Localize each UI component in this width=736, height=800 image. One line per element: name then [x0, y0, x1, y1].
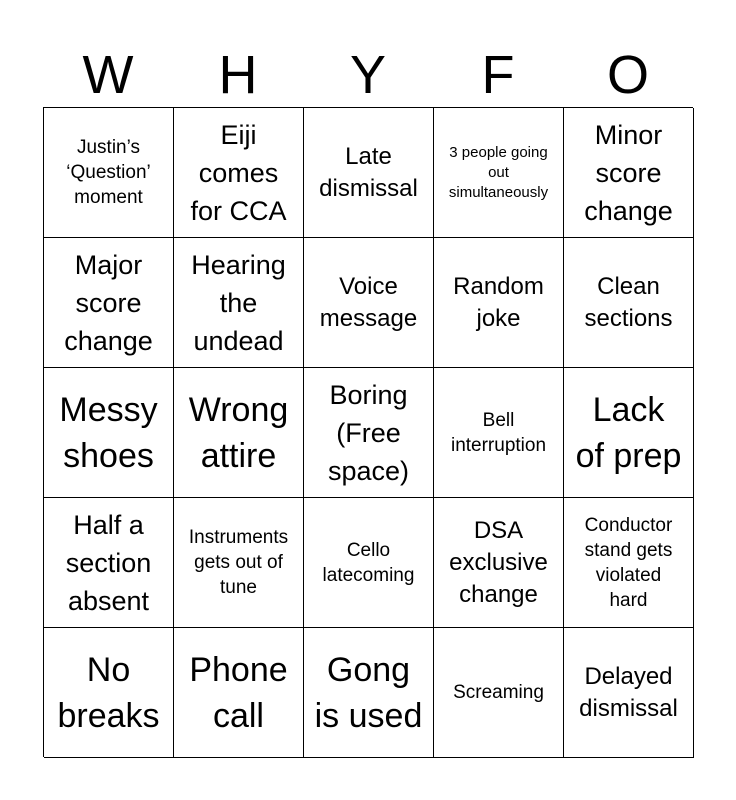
bingo-cell[interactable]: [434, 108, 564, 238]
bingo-cell[interactable]: [304, 368, 434, 498]
cell-label: Lack of prep: [575, 390, 682, 475]
cell-label: Instruments gets out of tune: [188, 527, 289, 598]
bingo-cell[interactable]: [434, 368, 564, 498]
cell-label: Hearing the undead: [191, 249, 286, 356]
cell-label: Major score change: [64, 249, 153, 356]
bingo-cell[interactable]: [564, 108, 694, 238]
cell-label: Eiji comes for CCA: [190, 119, 287, 226]
bingo-cell[interactable]: [44, 628, 174, 758]
header-letter-h: H: [218, 45, 258, 105]
cell-label: Random joke: [453, 272, 544, 332]
cell-label: Wrong attire: [188, 390, 289, 475]
cell-label: Justin’s ‘Question’ moment: [66, 137, 151, 208]
bingo-cell[interactable]: [304, 108, 434, 238]
cell-label: Conductor stand gets violated hard: [584, 514, 673, 611]
cell-label: 3 people going out simultaneously: [448, 143, 549, 201]
bingo-cell[interactable]: [174, 628, 304, 758]
header-letter-o: O: [606, 45, 649, 105]
cell-label: Cello latecoming: [322, 539, 415, 586]
bingo-cell[interactable]: [174, 238, 304, 368]
bingo-cell[interactable]: [174, 498, 304, 628]
header-letter-y: Y: [349, 45, 387, 105]
bingo-header: [43, 42, 693, 108]
bingo-cell[interactable]: [44, 108, 174, 238]
bingo-cell[interactable]: [174, 108, 304, 238]
cell-label: Bell interruption: [450, 409, 547, 456]
cell-label: Gong is used: [314, 650, 423, 735]
cell-label: Voice message: [319, 272, 418, 332]
bingo-cell[interactable]: [564, 628, 694, 758]
cell-label: Messy shoes: [59, 390, 158, 475]
bingo-cell[interactable]: [44, 238, 174, 368]
bingo-cell[interactable]: [174, 368, 304, 498]
bingo-cell[interactable]: [564, 368, 694, 498]
bingo-cell[interactable]: [564, 498, 694, 628]
bingo-cell[interactable]: [304, 238, 434, 368]
cell-label: Minor score change: [584, 119, 673, 226]
cell-label: Boring (Free space): [327, 379, 410, 486]
bingo-cell[interactable]: [434, 498, 564, 628]
bingo-cell[interactable]: [44, 368, 174, 498]
cell-label: Phone call: [189, 650, 288, 735]
bingo-cell[interactable]: [434, 238, 564, 368]
cell-label: No breaks: [57, 650, 160, 735]
bingo-cell[interactable]: [434, 628, 564, 758]
cell-label: Delayed dismissal: [579, 662, 678, 722]
bingo-cell[interactable]: [44, 498, 174, 628]
header-letter-w: W: [82, 45, 134, 105]
bingo-cell[interactable]: [564, 238, 694, 368]
bingo-cell[interactable]: [304, 498, 434, 628]
bingo-cell[interactable]: [304, 628, 434, 758]
header-letter-f: F: [481, 45, 515, 105]
cell-label: DSA exclusive change: [449, 516, 548, 608]
cell-label: Late dismissal: [319, 142, 418, 202]
bingo-grid: [43, 107, 693, 757]
cell-label: Screaming: [453, 682, 544, 703]
cell-label: Clean sections: [584, 272, 673, 332]
cell-label: Half a section absent: [65, 509, 152, 616]
